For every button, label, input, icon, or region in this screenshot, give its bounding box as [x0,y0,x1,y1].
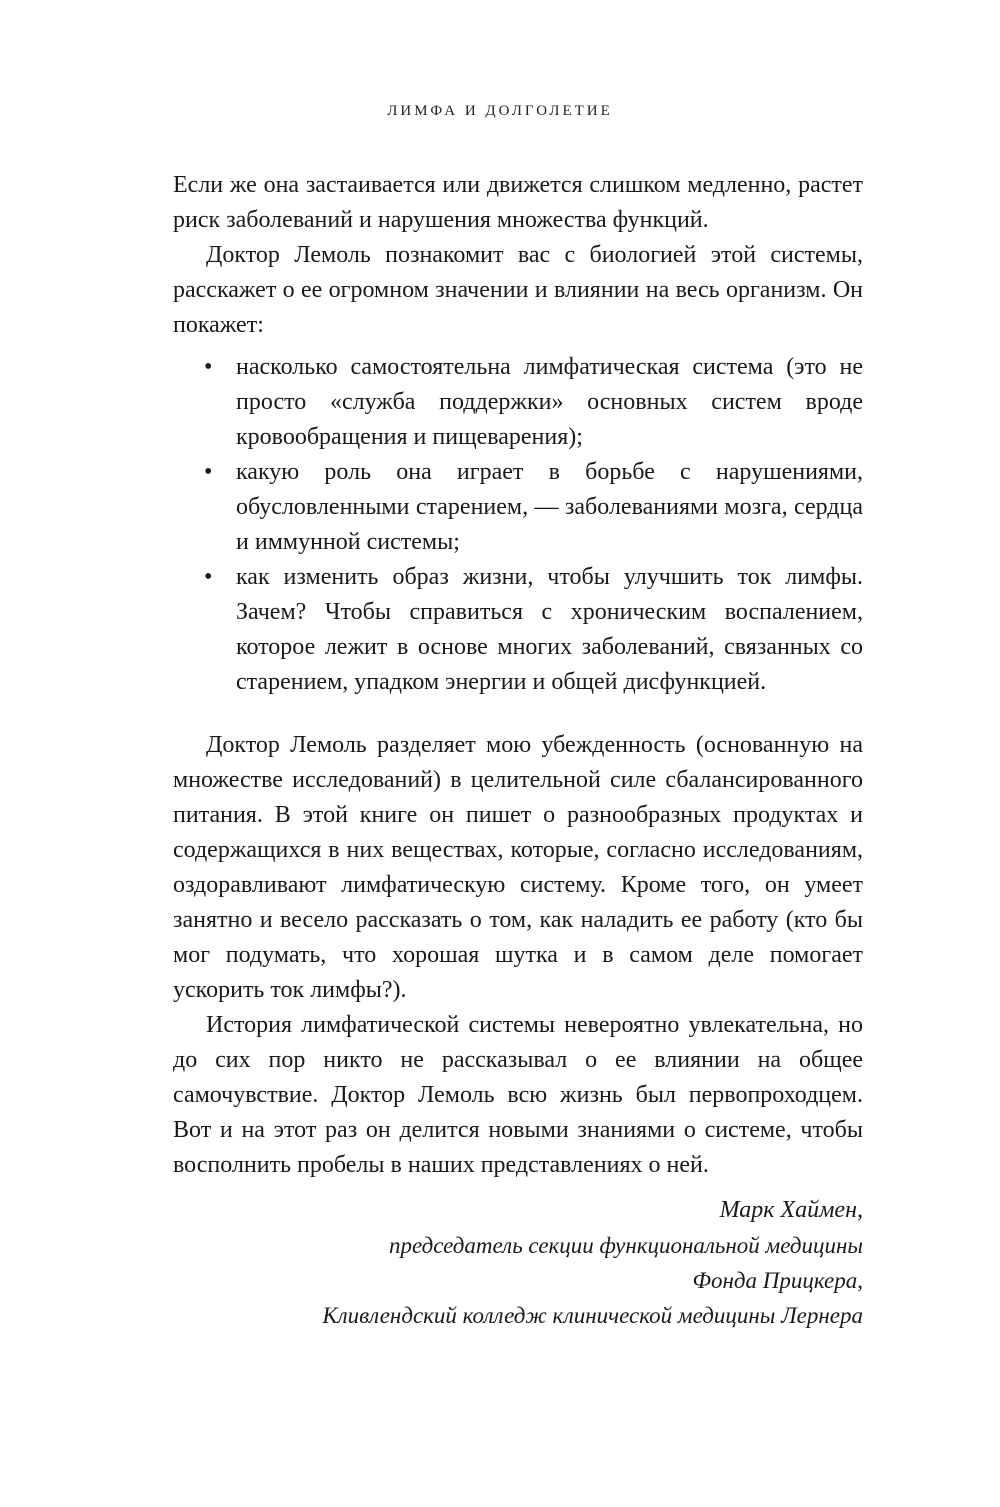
bullet-icon: • [204,564,213,590]
list-item [173,455,863,560]
paragraph: Доктор Лемоль разделяет мою убежденность (основанную на множестве исследований) в целительной силе сбалансированного питания. В этой книге он пишет о разнообразных продуктах и содержащихся в них веществах, которые, согласно исследованиям, оздоравливают лимфатическую систему. Кроме того, он умеет занятно и весело рассказать о том, как наладить ее работу (кто бы мог подумать, что хорошая шутка и в самом деле помогает ускорить ток лимфы?). [173,732,863,1003]
signature-college: Кливлендский колледж клинической медицины Лернера [322,1303,863,1328]
signature-name: Марк Хаймен, [719,1197,863,1223]
list-item-text: как изменить образ жизни, чтобы улучшить ток лимфы. Зачем? Чтобы справиться с хроническим воспалением, которое лежит в основе многих заболеваний, связанных со старением, упадком энергии и общей дисфункцией. [236,564,863,695]
body-text [173,168,863,1183]
paragraph: История лимфатической системы невероятно увлекательна, но до сих пор никто не рассказывал о ее влиянии на общее самочувствие. Доктор Лемоль всю жизнь был первопроходцем. Вот и на этот раз он делится новыми знаниями о системе, чтобы восполнить пробелы в наших представлениях о ней. [173,1012,863,1178]
paragraph-continuation: Если же она застаивается или движется слишком медленно, растет риск заболеваний и нарушения множества функций. [173,172,863,233]
bullet-list [173,350,863,700]
signature-organization: Фонда Прицкера, [692,1268,863,1293]
bullet-icon: • [204,459,213,485]
list-item-text: какую роль она играет в борьбе с нарушениями, обусловленными старением, — заболеваниями мозга, сердца и иммунной системы; [236,459,863,555]
signature-title: председатель секции функциональной медицины [388,1233,863,1258]
list-item-text: насколько самостоятельна лимфатическая система (это не просто «служба поддержки» основных систем вроде кровообращения и пищеварения); [236,354,863,450]
list-item [173,560,863,700]
running-head: ЛИМФА И ДОЛГОЛЕТИЕ [387,103,613,119]
list-item [173,350,863,455]
bullet-icon: • [204,354,213,380]
paragraph-intro: Доктор Лемоль познакомит вас с биологией этой системы, расскажет о ее огромном значении и влиянии на весь организм. Он покажет: [173,242,863,338]
signature-block [163,1193,863,1333]
